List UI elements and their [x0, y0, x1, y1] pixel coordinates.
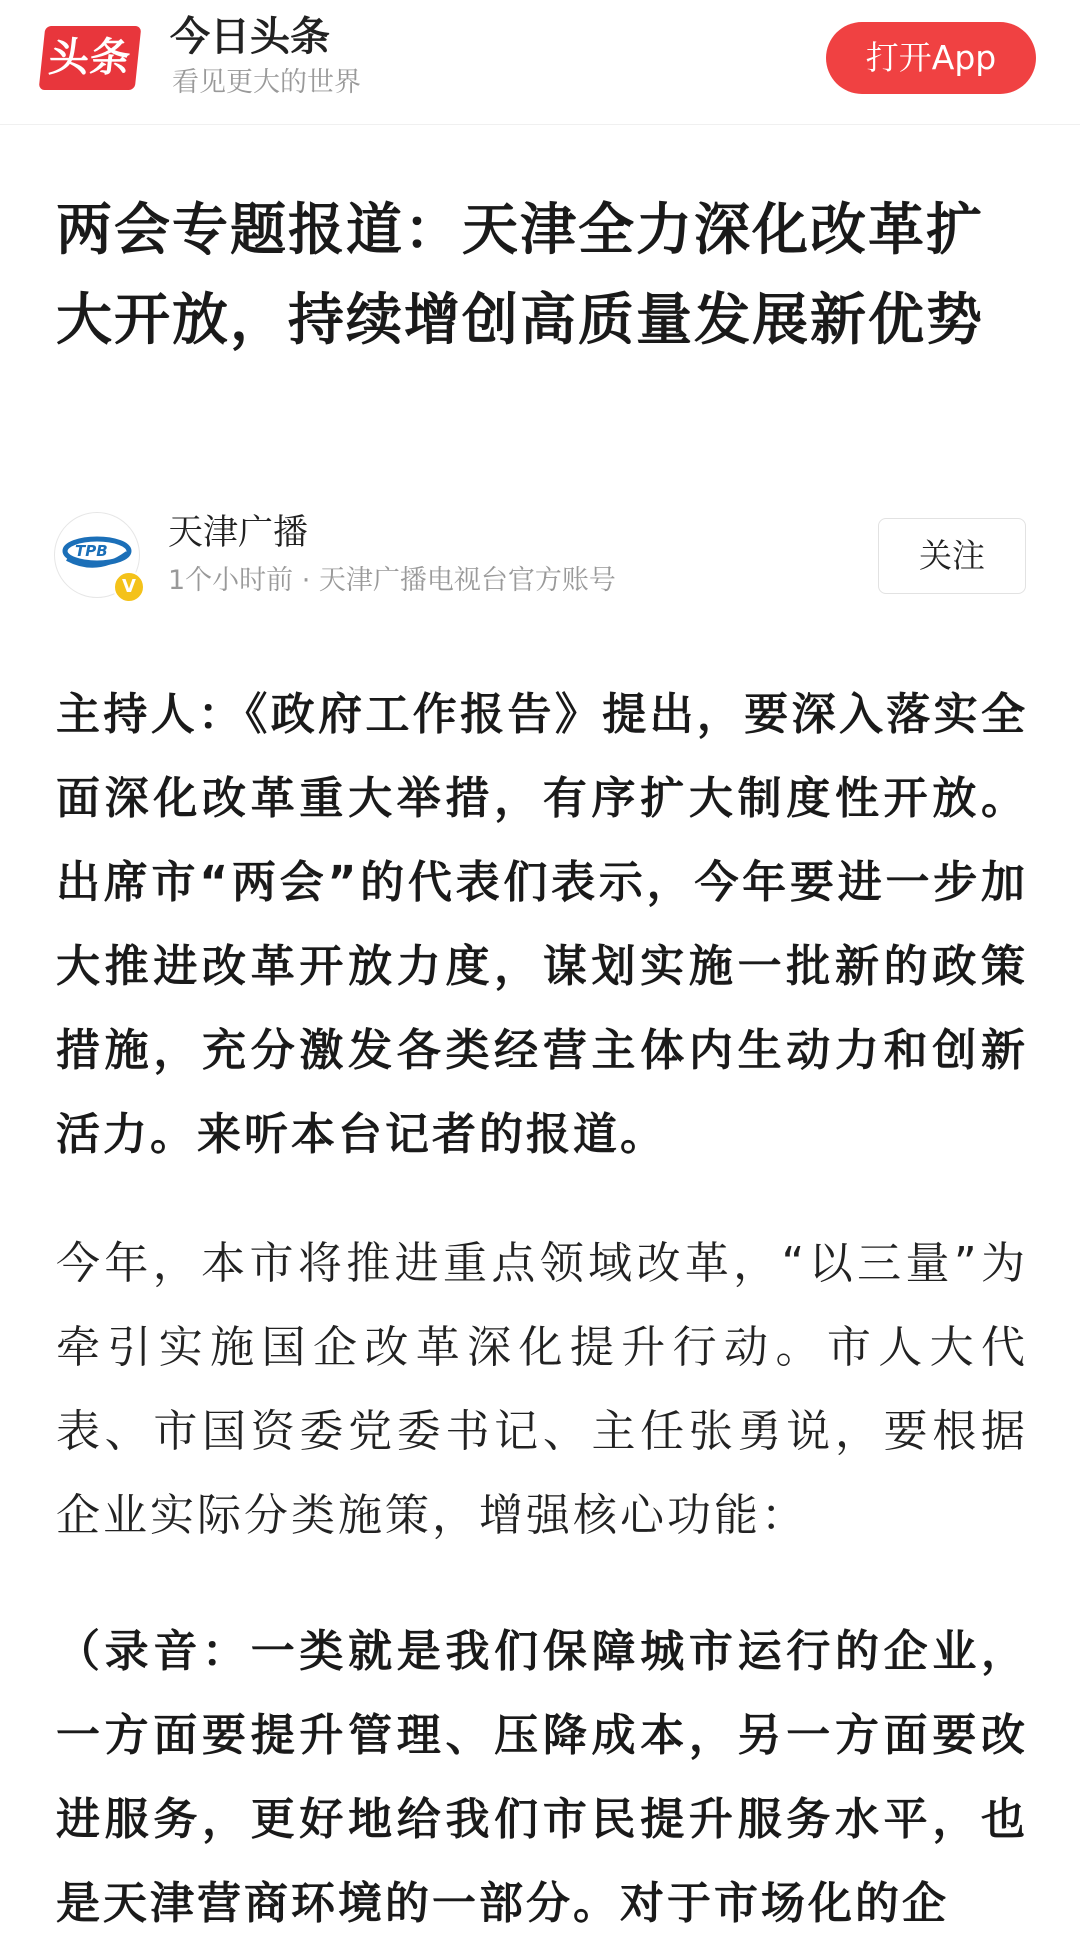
- author-avatar[interactable]: [54, 512, 140, 598]
- app-name: 今日头条: [170, 14, 330, 60]
- article-paragraph-intro: 主持人：《政府工作报告》提出，要深入落实全面深化改革重大举措，有序扩大制度性开放。出席市“两会”的代表们表示，今年要进一步加大推进改革开放力度，谋划实施一批新的政策措施，充分激发各类经营主体内生动力和创新活力。来听本台记者的报道。: [56, 689, 1028, 1160]
- article-title: 两会专题报道：天津全力深化改革扩大开放，持续增创高质量发展新优势: [56, 198, 984, 353]
- toutiao-logo[interactable]: 头条: [39, 26, 142, 90]
- article-paragraph: 今年，本市将推进重点领域改革，“以三量”为牵引实施国企改革深化提升行动。市人大代表、市国资委党委书记、主任张勇说，要根据企业实际分类施策，增强核心功能：: [56, 1238, 1028, 1541]
- author-meta: 1个小时前 · 天津广播电视台官方账号: [168, 565, 616, 596]
- app-slogan: 看见更大的世界: [172, 67, 361, 98]
- verified-v-icon: V: [113, 571, 145, 603]
- app-header: [0, 0, 1080, 125]
- open-app-button[interactable]: 打开App: [826, 22, 1036, 94]
- follow-button[interactable]: 关注: [878, 518, 1026, 594]
- article-paragraph-recording: （录音：一类就是我们保障城市运行的企业，一方面要提升管理、压降成本，另一方面要改进服务，更好地给我们市民提升服务水平，也是天津营商环境的一部分。对于市场化的企: [56, 1626, 1028, 1929]
- author-name[interactable]: 天津广播: [168, 513, 309, 553]
- avatar-text: TPB: [75, 542, 108, 560]
